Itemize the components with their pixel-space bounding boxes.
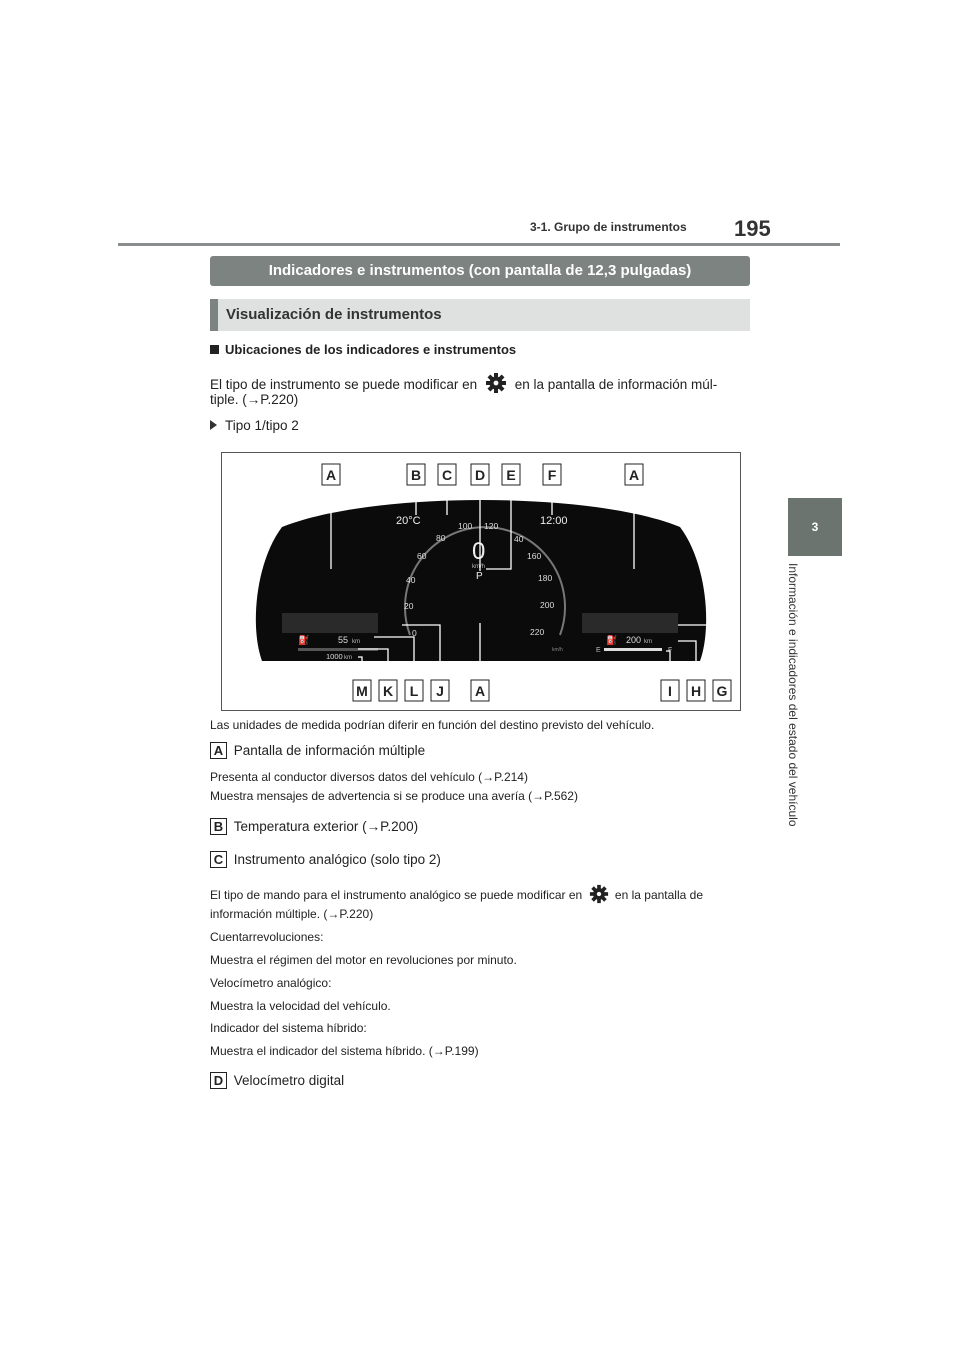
gear-icon <box>485 372 507 394</box>
speed-unit: km/h <box>472 564 486 570</box>
figure-caption: Las unidades de medida podrían diferir en función del destino previsto del vehículo. <box>210 718 655 732</box>
tick-label: 180 <box>538 573 553 583</box>
callout-label: F <box>547 467 557 483</box>
range-right-value: 200 <box>626 635 642 645</box>
outside-temperature: 20°C <box>396 515 421 527</box>
callout-label: B <box>410 467 422 483</box>
fuel-f-label: F <box>668 647 673 654</box>
chapter-tab <box>788 498 842 556</box>
page-number: 195 <box>734 216 771 241</box>
chapter-number: 3 <box>811 520 819 534</box>
left-info-panel <box>282 613 378 633</box>
tick-label: 60 <box>417 551 427 561</box>
item-c-line: Cuentarrevoluciones: <box>210 930 324 944</box>
tick-label: 0 <box>412 628 417 638</box>
callout-label: L <box>409 683 419 699</box>
item-a-title: A Pantalla de información múltiple <box>210 742 425 759</box>
subsection-banner: Visualización de instrumentos <box>210 299 750 331</box>
callout-label: I <box>668 683 672 699</box>
dial-unit: km/h <box>552 647 563 653</box>
item-c-desc: El tipo de mando para el instrumento analógico se puede modificar en en la pantalla de <box>210 884 703 904</box>
chapter-side-title: Información e indicadores del estado del vehículo <box>786 563 800 827</box>
item-letter-b: B <box>210 818 227 835</box>
intro-paragraph-line2: tiple. (→P.220) <box>210 392 299 407</box>
section-banner: Indicadores e instrumentos (con pantalla de 12,3 pulgadas) <box>210 256 750 286</box>
locations-heading: Ubicaciones de los indicadores e instrumentos <box>210 342 516 357</box>
item-b-title: B Temperatura exterior (→P.200) <box>210 818 418 835</box>
range-left-value: 55 <box>338 635 349 645</box>
odometer-unit: km <box>344 655 352 661</box>
callout-label: D <box>474 467 486 483</box>
item-d-title: D Velocímetro digital <box>210 1072 344 1089</box>
callout-label: A <box>474 683 486 699</box>
callout-label: G <box>716 683 728 699</box>
callout-label: J <box>436 683 444 699</box>
callout-label: A <box>325 467 337 483</box>
range-right-unit: km <box>644 639 652 645</box>
callout-label: E <box>506 467 516 483</box>
clock: 12:00 <box>540 515 568 527</box>
type-label: Tipo 1/tipo 2 <box>210 418 299 433</box>
item-c-line: Muestra el indicador del sistema híbrido. (→P.199) <box>210 1044 479 1058</box>
callout-label: K <box>382 683 394 699</box>
section-header: 3-1. Grupo de instrumentos <box>530 220 687 234</box>
digital-speed: 0 <box>472 538 486 565</box>
bottom-callouts <box>353 680 731 701</box>
fuel-pump-icon: ⛽ <box>298 635 310 645</box>
fuel-e-label: E <box>596 647 601 654</box>
square-bullet-icon <box>210 345 219 354</box>
gear-icon <box>589 884 609 904</box>
triangle-bullet-icon <box>210 420 217 430</box>
callout-label: H <box>690 683 702 699</box>
tick-label: 100 <box>458 521 473 531</box>
item-c-desc-line2: información múltiple. (→P.220) <box>210 907 374 921</box>
fuel-gauge-bar <box>604 648 662 651</box>
item-letter-c: C <box>210 851 227 868</box>
header-rule <box>118 243 840 246</box>
item-c-line: Muestra la velocidad del vehículo. <box>210 999 391 1013</box>
gear-indicator: P <box>476 571 483 582</box>
item-c-line: Indicador del sistema híbrido: <box>210 1021 367 1035</box>
item-letter-d: D <box>210 1072 227 1089</box>
instrument-cluster-figure <box>221 452 741 711</box>
item-c-line: Muestra el régimen del motor en revoluciones por minuto. <box>210 953 517 967</box>
tick-label: 200 <box>540 600 555 610</box>
callout-label: A <box>628 467 640 483</box>
right-info-panel <box>582 613 678 633</box>
tick-label: 20 <box>404 601 414 611</box>
cluster-illustration <box>222 453 740 710</box>
tick-label: 80 <box>436 533 446 543</box>
top-callouts <box>322 464 643 485</box>
range-left-unit: km <box>352 639 360 645</box>
intro-paragraph: El tipo de instrumento se puede modificar en en la pantalla de información múl- <box>210 372 717 394</box>
item-letter-a: A <box>210 742 227 759</box>
tick-label: 120 <box>484 521 499 531</box>
callout-label: C <box>441 467 453 483</box>
fuel-icon: ⛽ <box>606 635 618 645</box>
item-a-line2: Muestra mensajes de advertencia si se produce una avería (→P.562) <box>210 789 578 803</box>
tick-label: 40 <box>406 575 416 585</box>
item-c-line: Velocímetro analógico: <box>210 976 332 990</box>
tick-label: 220 <box>530 627 545 637</box>
tick-label: 160 <box>527 551 542 561</box>
item-c-title: C Instrumento analógico (solo tipo 2) <box>210 851 441 868</box>
odometer-value: 1000 <box>326 652 343 661</box>
item-a-line1: Presenta al conductor diversos datos del vehículo (→P.214) <box>210 770 528 784</box>
tick-label: 40 <box>514 534 524 544</box>
callout-label: M <box>356 683 368 699</box>
